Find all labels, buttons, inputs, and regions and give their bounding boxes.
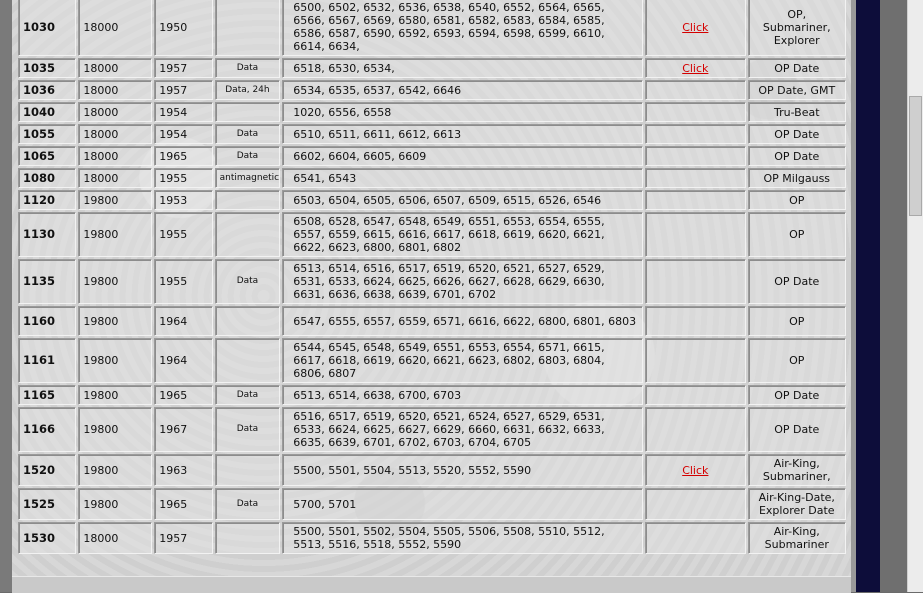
- caliber-cell: 1135: [18, 259, 76, 304]
- model-cell: OP: [748, 338, 846, 383]
- model-cell: OP Date: [748, 259, 846, 304]
- caliber-cell: 1161: [18, 338, 76, 383]
- caliber-cell: 1036: [18, 80, 76, 100]
- model-cell: Air-King, Submariner: [748, 522, 846, 554]
- table-row: [18, 338, 846, 383]
- model-cell: OP: [748, 212, 846, 257]
- year-cell: 1967: [154, 407, 212, 452]
- reference-numbers-cell: 6518, 6530, 6534,: [282, 58, 643, 78]
- function-note-cell: antimagnetic: [215, 168, 281, 188]
- caliber-cell: 1166: [18, 407, 76, 452]
- scrollbar-thumb[interactable]: [909, 96, 922, 216]
- frequency-cell: 19800: [78, 407, 152, 452]
- year-cell: 1963: [154, 454, 212, 486]
- caliber-cell: 1530: [18, 522, 76, 554]
- function-note-cell: Data, 24h: [215, 80, 281, 100]
- reference-numbers-cell: 6602, 6604, 6605, 6609: [282, 146, 643, 166]
- table-row: [18, 385, 846, 405]
- model-cell: OP: [748, 190, 846, 210]
- frequency-cell: 18000: [78, 168, 152, 188]
- frequency-cell: 19800: [78, 385, 152, 405]
- year-cell: 1964: [154, 306, 212, 336]
- link-cell: [645, 146, 745, 166]
- link-cell: [645, 80, 745, 100]
- vertical-scrollbar[interactable]: [907, 0, 923, 592]
- right-navy-bar: [856, 0, 880, 592]
- year-cell: 1955: [154, 212, 212, 257]
- table-body: [18, 0, 846, 554]
- caliber-cell: 1165: [18, 385, 76, 405]
- table-row: [18, 259, 846, 304]
- link-cell: [645, 385, 745, 405]
- function-note-cell: Data: [215, 385, 281, 405]
- link-cell: [645, 259, 745, 304]
- table-row: [18, 407, 846, 452]
- year-cell: 1965: [154, 488, 212, 520]
- reference-numbers-cell: 6544, 6545, 6548, 6549, 6551, 6553, 6554, 6571, 6615, 6617, 6618, 6619, 6620, 6621, 6623, 6802, 6803, 6804, 6806, 6807: [282, 338, 643, 383]
- function-note-cell: [215, 522, 281, 554]
- function-note-cell: Data: [215, 488, 281, 520]
- reference-numbers-cell: 6508, 6528, 6547, 6548, 6549, 6551, 6553, 6554, 6555, 6557, 6559, 6615, 6616, 6617, 6618, 6619, 6620, 6621, 6622, 6623, 6800, 6801, 6802: [282, 212, 643, 257]
- frequency-cell: 19800: [78, 306, 152, 336]
- table-row: [18, 124, 846, 144]
- movements-table-panel: [12, 0, 851, 592]
- year-cell: 1964: [154, 338, 212, 383]
- function-note-cell: [215, 338, 281, 383]
- caliber-cell: 1055: [18, 124, 76, 144]
- function-note-cell: [215, 212, 281, 257]
- table-row: [18, 488, 846, 520]
- reference-numbers-cell: 6510, 6511, 6611, 6612, 6613: [282, 124, 643, 144]
- link-cell: [645, 168, 745, 188]
- bottom-frame-strip: [12, 576, 851, 593]
- model-cell: OP Date: [748, 407, 846, 452]
- frequency-cell: 19800: [78, 259, 152, 304]
- link-cell: [645, 102, 745, 122]
- model-cell: OP Date, GMT: [748, 80, 846, 100]
- function-note-cell: [215, 0, 281, 56]
- table-row: [18, 306, 846, 336]
- function-note-cell: [215, 306, 281, 336]
- click-link[interactable]: Click: [682, 463, 709, 477]
- model-cell: Tru-Beat: [748, 102, 846, 122]
- click-link[interactable]: Click: [682, 61, 709, 75]
- frequency-cell: 19800: [78, 338, 152, 383]
- model-cell: Air-King, Submariner,: [748, 454, 846, 486]
- reference-numbers-cell: 6534, 6535, 6537, 6542, 6646: [282, 80, 643, 100]
- reference-numbers-cell: 6503, 6504, 6505, 6506, 6507, 6509, 6515, 6526, 6546: [282, 190, 643, 210]
- model-cell: OP Date: [748, 58, 846, 78]
- frequency-cell: 19800: [78, 454, 152, 486]
- left-frame-border: [0, 0, 12, 592]
- reference-numbers-cell: 5500, 5501, 5502, 5504, 5505, 5506, 5508, 5510, 5512, 5513, 5516, 5518, 5552, 5590: [282, 522, 643, 554]
- reference-numbers-cell: 6547, 6555, 6557, 6559, 6571, 6616, 6622, 6800, 6801, 6803: [282, 306, 643, 336]
- reference-numbers-cell: 6500, 6502, 6532, 6536, 6538, 6540, 6552, 6564, 6565, 6566, 6567, 6569, 6580, 6581, 6582, 6583, 6584, 6585, 6586, 6587, 6590, 6592, 6593, 6594, 6598, 6599, 6610, 6614, 6634,: [282, 0, 643, 56]
- frequency-cell: 19800: [78, 212, 152, 257]
- year-cell: 1955: [154, 168, 212, 188]
- right-gray-margin: [880, 0, 907, 592]
- frequency-cell: 18000: [78, 102, 152, 122]
- model-cell: Air-King-Date, Explorer Date: [748, 488, 846, 520]
- model-cell: OP Date: [748, 146, 846, 166]
- link-cell: [645, 212, 745, 257]
- caliber-cell: 1040: [18, 102, 76, 122]
- reference-numbers-cell: 6513, 6514, 6638, 6700, 6703: [282, 385, 643, 405]
- year-cell: 1954: [154, 102, 212, 122]
- model-cell: OP Date: [748, 385, 846, 405]
- function-note-cell: Data: [215, 259, 281, 304]
- year-cell: 1950: [154, 0, 212, 56]
- caliber-cell: 1035: [18, 58, 76, 78]
- caliber-cell: 1065: [18, 146, 76, 166]
- model-cell: OP Date: [748, 124, 846, 144]
- table-row: [18, 58, 846, 78]
- link-cell: [645, 306, 745, 336]
- frequency-cell: 19800: [78, 190, 152, 210]
- year-cell: 1955: [154, 259, 212, 304]
- model-cell: OP: [748, 306, 846, 336]
- caliber-cell: 1120: [18, 190, 76, 210]
- reference-numbers-cell: 1020, 6556, 6558: [282, 102, 643, 122]
- click-link[interactable]: Click: [682, 20, 709, 34]
- function-note-cell: Data: [215, 124, 281, 144]
- frequency-cell: 18000: [78, 0, 152, 56]
- year-cell: 1954: [154, 124, 212, 144]
- table-row: [18, 102, 846, 122]
- reference-numbers-cell: 5700, 5701: [282, 488, 643, 520]
- reference-numbers-cell: 5500, 5501, 5504, 5513, 5520, 5552, 5590: [282, 454, 643, 486]
- function-note-cell: [215, 102, 281, 122]
- frequency-cell: 19800: [78, 488, 152, 520]
- link-cell: [645, 124, 745, 144]
- caliber-cell: 1525: [18, 488, 76, 520]
- table-row: [18, 522, 846, 554]
- link-cell: [645, 338, 745, 383]
- table-row: [18, 168, 846, 188]
- caliber-cell: 1080: [18, 168, 76, 188]
- caliber-cell: 1130: [18, 212, 76, 257]
- reference-numbers-cell: 6516, 6517, 6519, 6520, 6521, 6524, 6527, 6529, 6531, 6533, 6624, 6625, 6627, 6629, 6660, 6631, 6632, 6633, 6635, 6639, 6701, 6702, 6703, 6704, 6705: [282, 407, 643, 452]
- link-cell: [645, 58, 745, 78]
- table-row: [18, 190, 846, 210]
- link-cell: [645, 522, 745, 554]
- frequency-cell: 18000: [78, 80, 152, 100]
- frequency-cell: 18000: [78, 124, 152, 144]
- link-cell: [645, 407, 745, 452]
- function-note-cell: Data: [215, 58, 281, 78]
- year-cell: 1965: [154, 146, 212, 166]
- frequency-cell: 18000: [78, 58, 152, 78]
- caliber-cell: 1030: [18, 0, 76, 56]
- reference-numbers-cell: 6541, 6543: [282, 168, 643, 188]
- link-cell: [645, 488, 745, 520]
- frequency-cell: 18000: [78, 146, 152, 166]
- year-cell: 1965: [154, 385, 212, 405]
- table-row: [18, 212, 846, 257]
- table-row: [18, 146, 846, 166]
- caliber-cell: 1520: [18, 454, 76, 486]
- year-cell: 1953: [154, 190, 212, 210]
- model-cell: OP, Submariner, Explorer: [748, 0, 846, 56]
- function-note-cell: [215, 454, 281, 486]
- caliber-cell: 1160: [18, 306, 76, 336]
- model-cell: OP Milgauss: [748, 168, 846, 188]
- frequency-cell: 18000: [78, 522, 152, 554]
- link-cell: [645, 190, 745, 210]
- function-note-cell: Data: [215, 407, 281, 452]
- table-row: [18, 0, 846, 56]
- movements-table: [16, 0, 848, 556]
- function-note-cell: Data: [215, 146, 281, 166]
- year-cell: 1957: [154, 80, 212, 100]
- year-cell: 1957: [154, 522, 212, 554]
- reference-numbers-cell: 6513, 6514, 6516, 6517, 6519, 6520, 6521, 6527, 6529, 6531, 6533, 6624, 6625, 6626, 6627, 6628, 6629, 6630, 6631, 6636, 6638, 6639, 6701, 6702: [282, 259, 643, 304]
- function-note-cell: [215, 190, 281, 210]
- link-cell: [645, 454, 745, 486]
- link-cell: [645, 0, 745, 56]
- table-row: [18, 454, 846, 486]
- table-row: [18, 80, 846, 100]
- year-cell: 1957: [154, 58, 212, 78]
